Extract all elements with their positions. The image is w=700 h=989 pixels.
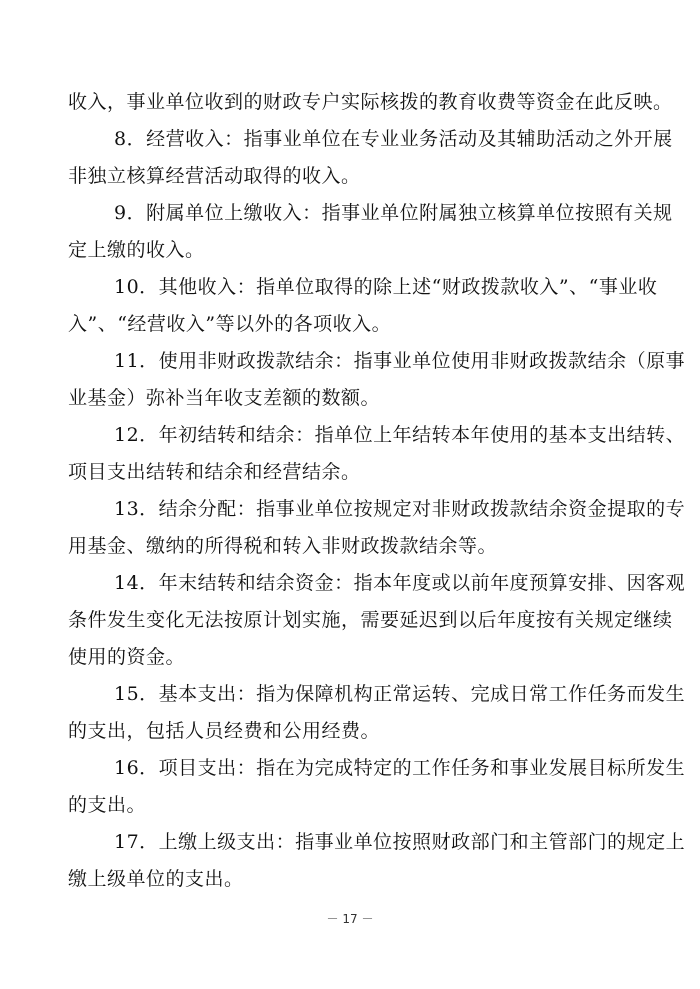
paragraph-line: 14．年末结转和结余资金：指本年度或以前年度预算安排、因客观 [114,572,686,594]
document-body [68,84,686,898]
paragraph-line: 11．使用非财政拨款结余：指事业单位使用非财政拨款结余（原事 [114,350,686,372]
page-number: － 17 － [326,912,374,926]
paragraph-line: 17．上缴上级支出：指事业单位按照财政部门和主管部门的规定上 [114,831,686,853]
paragraph-line: 10．其他收入：指单位取得的除上述“财政拨款收入”、“事业收 [114,276,658,298]
paragraph-line: 缴上级单位的支出。 [68,868,244,890]
paragraph-line: 13．结余分配：指事业单位按规定对非财政拨款结余资金提取的专 [114,498,686,520]
paragraph-line: 9．附属单位上缴收入：指事业单位附属独立核算单位按照有关规 [114,202,673,224]
paragraph-line: 入”、“经营收入”等以外的各项收入。 [68,313,392,335]
paragraph-line: 12．年初结转和结余：指单位上年结转本年使用的基本支出结转、 [114,424,686,446]
paragraph-line: 收入，事业单位收到的财政专户实际核拨的教育收费等资金在此反映。 [68,91,673,113]
paragraph-line: 8．经营收入：指事业单位在专业业务活动及其辅助活动之外开展 [114,128,673,150]
paragraph-line: 项目支出结转和结余和经营结余。 [68,461,361,483]
paragraph-line: 的支出，包括人员经费和公用经费。 [68,720,381,742]
paragraph-line: 业基金）弥补当年收支差额的数额。 [68,387,381,409]
paragraph-line: 条件发生变化无法按原计划实施，需要延迟到以后年度按有关规定继续 [68,609,673,631]
paragraph-line: 16．项目支出：指在为完成特定的工作任务和事业发展目标所发生 [114,757,686,779]
paragraph-line: 定上缴的收入。 [68,239,205,261]
paragraph-line: 的支出。 [68,794,147,816]
paragraph-line: 15．基本支出：指为保障机构正常运转、完成日常工作任务而发生 [114,683,686,705]
paragraph-line: 非独立核算经营活动取得的收入。 [68,165,361,187]
paragraph-line: 用基金、缴纳的所得税和转入非财政拨款结余等。 [68,535,498,557]
paragraph-line: 使用的资金。 [68,646,186,668]
